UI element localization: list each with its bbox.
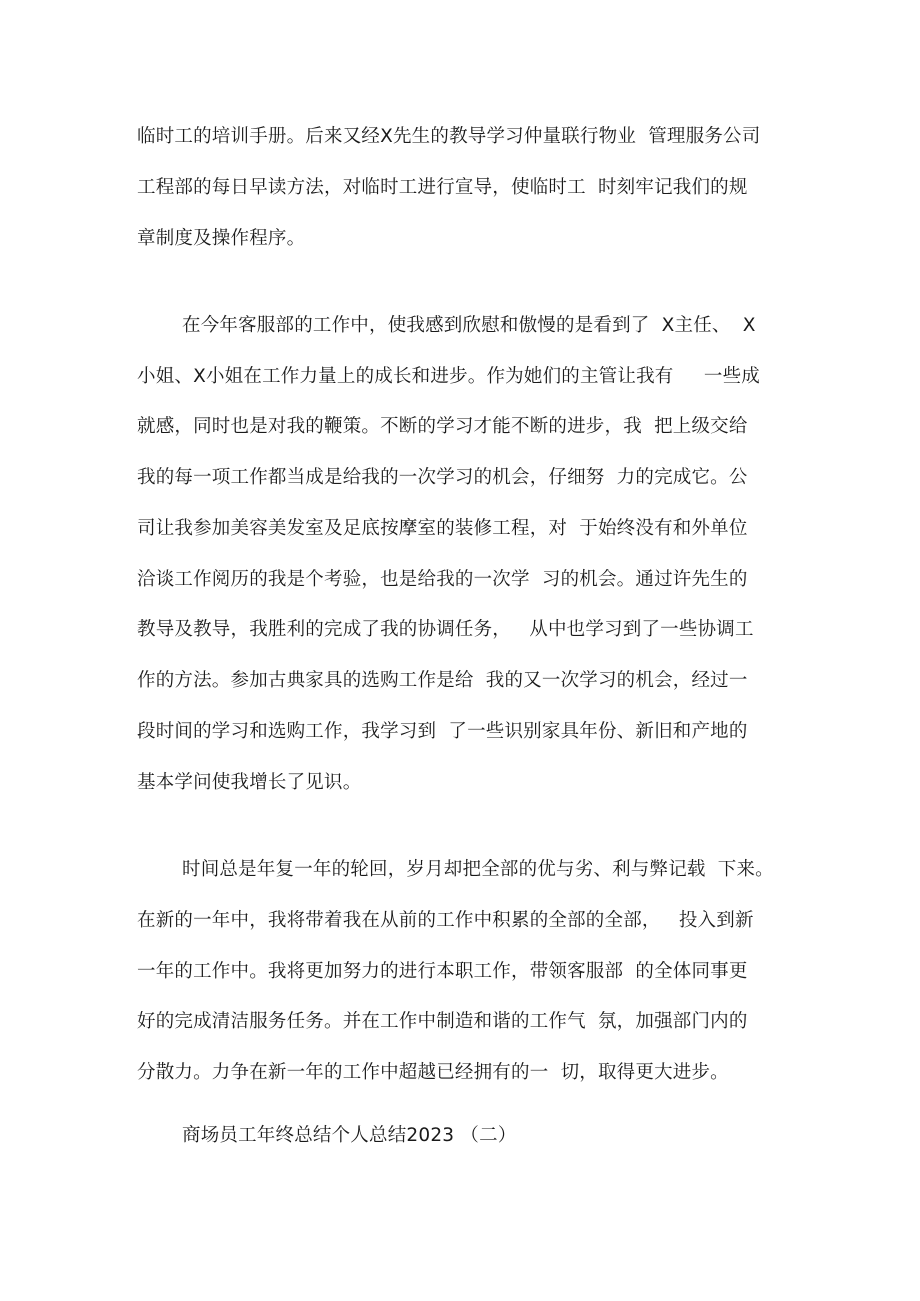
paragraph-2-line-9: 段时间的学习和选购工作，我学习到 了一些识别家具年份、新旧和产地的 [137, 721, 748, 742]
paragraph-2-line-4: 我的每一项工作都当成是给我的一次学习的机会，仔细努 力的完成它。公 [137, 467, 748, 488]
paragraph-2-line-7: 教导及教导，我胜利的完成了我的协调任务， 从中也学习到了一些协调工 [137, 619, 754, 640]
paragraph-1-line-3: 章制度及操作程序。 [137, 228, 306, 249]
paragraph-2-line-2: 小姐、X小姐在工作力量上的成长和进步。作为她们的主管让我有 一些成 [137, 366, 760, 387]
paragraph-3-line-3: 一年的工作中。我将更加努力的进行本职工作，带领客服部 的全体同事更 [137, 961, 748, 982]
paragraph-1-line-1: 临时工的培训手册。后来又经X先生的教导学习仲量联行物业 管理服务公司 [137, 126, 761, 147]
section-heading: 商场员工年终总结个人总结2023 （二） [182, 1125, 517, 1146]
paragraph-2-line-5: 司让我参加美容美发室及足底按摩室的装修工程，对 于始终没有和外单位 [137, 518, 748, 539]
paragraph-2-line-10: 基本学问使我增长了见识。 [137, 772, 362, 793]
paragraph-2-line-3: 就感，同时也是对我的鞭策。不断的学习才能不断的进步，我 把上级交给 [137, 416, 748, 437]
paragraph-3-line-2: 在新的一年中，我将带着我在从前的工作中积累的全部的全部， 投入到新 [137, 910, 754, 931]
paragraph-3-line-4: 好的完成清洁服务任务。并在工作中制造和谐的工作气 氛，加强部门内的 [137, 1011, 748, 1032]
paragraph-2-line-8: 作的方法。参加古典家具的选购工作是给 我的又一次学习的机会，经过一 [137, 670, 748, 691]
paragraph-2-line-1: 在今年客服部的工作中，使我感到欣慰和傲慢的是看到了 X主任、 X [182, 315, 756, 336]
paragraph-3-line-1: 时间总是年复一年的轮回，岁月却把全部的优与劣、利与弊记载 下来。 [182, 859, 774, 880]
paragraph-3-line-5: 分散力。力争在新一年的工作中超越已经拥有的一 切，取得更大进步。 [137, 1062, 729, 1083]
paragraph-1-line-2: 工程部的每日早读方法，对临时工进行宣导，使临时工 时刻牢记我们的规 [137, 177, 748, 198]
paragraph-2-line-6: 洽谈工作阅历的我是个考验，也是给我的一次学 习的机会。通过许先生的 [137, 569, 748, 590]
